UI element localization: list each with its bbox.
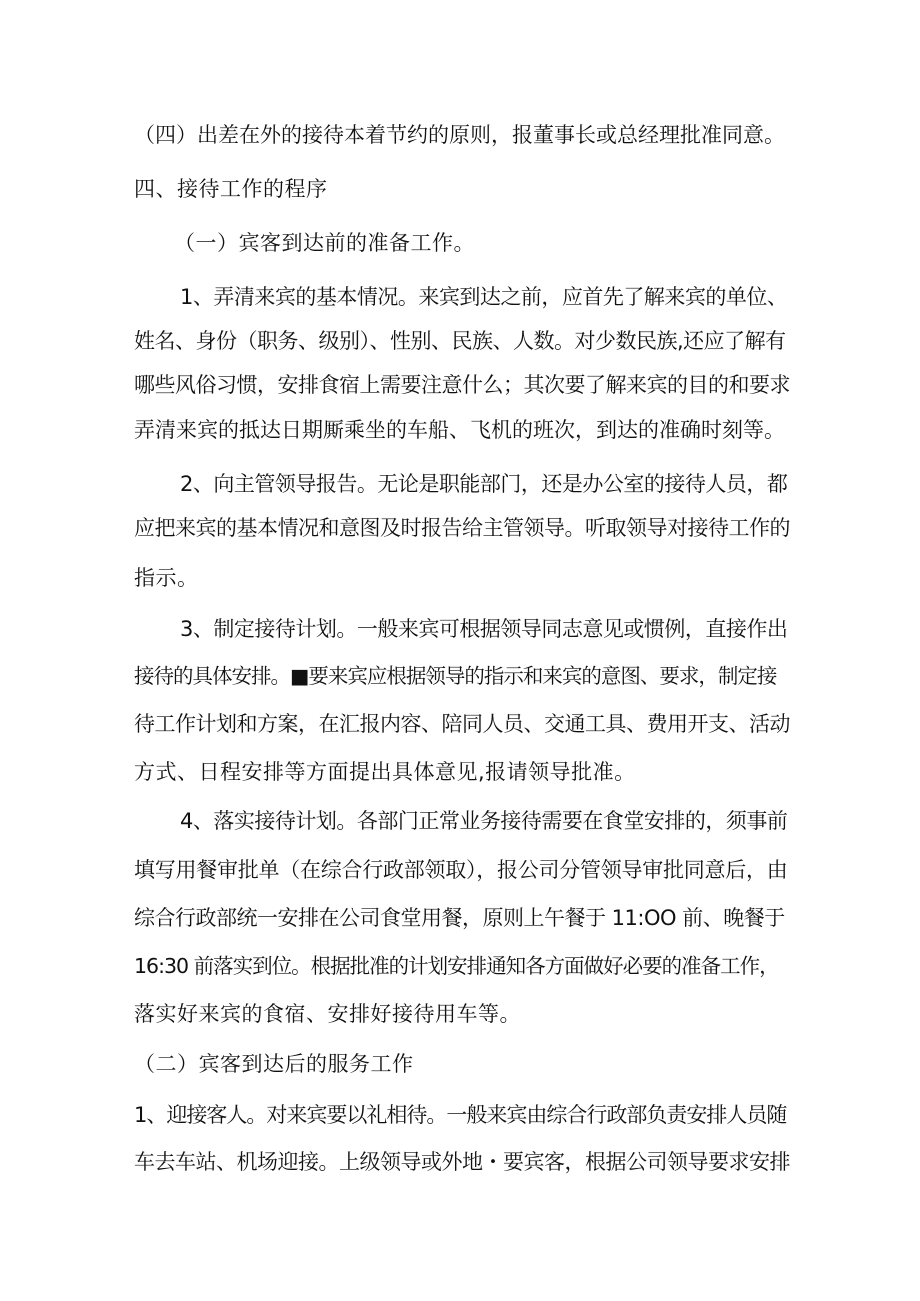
paragraph-line: 哪些风俗习惯，安排食宿上需要注意什么；其次要了解来宾的目的和要求	[134, 373, 790, 397]
paragraph-line: 落实好来宾的食宿、安排好接待用车等。	[134, 1002, 521, 1026]
paragraph-line: 接待的具体安排。■要来宾应根据领导的指示和来宾的意图、要求，制定接	[134, 664, 777, 688]
paragraph-line: （四）出差在外的接待本着节约的原则，报董事长或总经理批准同意。	[134, 123, 785, 147]
paragraph-line: 待工作计划和方案，在汇报内容、陪同人员、交通工具、费用开支、活动	[134, 712, 790, 736]
paragraph-line: 指示。	[134, 566, 199, 590]
subsection-heading: （一）宾客到达前的准备工作。	[174, 231, 475, 255]
paragraph-line: 3、制定接待计划。一般来宾可根据领导同志意见或惯例，直接作出	[180, 617, 788, 641]
paragraph-line: 1、弄清来宾的基本情况。来宾到达之前，应首先了解来宾的单位、	[180, 285, 788, 309]
paragraph-line: 应把来宾的基本情况和意图及时报告给主管领导。听取领导对接待工作的	[134, 516, 790, 540]
paragraph-line: 姓名、身份（职务、级别）、性别、民族、人数。对少数民族,还应了解有	[134, 329, 786, 353]
paragraph-line: 方式、日程安排等方面提出具体意见,报请领导批准。	[134, 760, 636, 784]
paragraph-line: 综合行政部统一安排在公司食堂用餐，原则上午餐于 11:OO 前、晚餐于	[134, 906, 785, 930]
paragraph-line: 16:30 前落实到位。根据批准的计划安排通知各方面做好必要的准备工作，	[134, 954, 779, 978]
subsection-heading: （二）宾客到达后的服务工作	[134, 1052, 414, 1076]
paragraph-line: 车去车站、机场迎接。上级领导或外地・要宾客，根据公司领导要求安排	[134, 1150, 790, 1174]
paragraph-line: 4、落实接待计划。各部门正常业务接待需要在食堂安排的，须事前	[180, 809, 788, 833]
paragraph-line: 填写用餐审批单（在综合行政部领取），报公司分管领导审批同意后，由	[134, 858, 788, 882]
paragraph-line: 弄清来宾的抵达日期厮乘坐的车船、飞机的班次，到达的准确时刻等。	[134, 418, 785, 442]
paragraph-line: 2、向主管领导报告。无论是职能部门，还是办公室的接待人员，都	[180, 472, 788, 496]
section-heading: 四、接待工作的程序	[134, 177, 328, 201]
paragraph-line: 1、迎接客人。对来宾要以礼相待。一般来宾由综合行政部负责安排人员随	[134, 1103, 787, 1127]
